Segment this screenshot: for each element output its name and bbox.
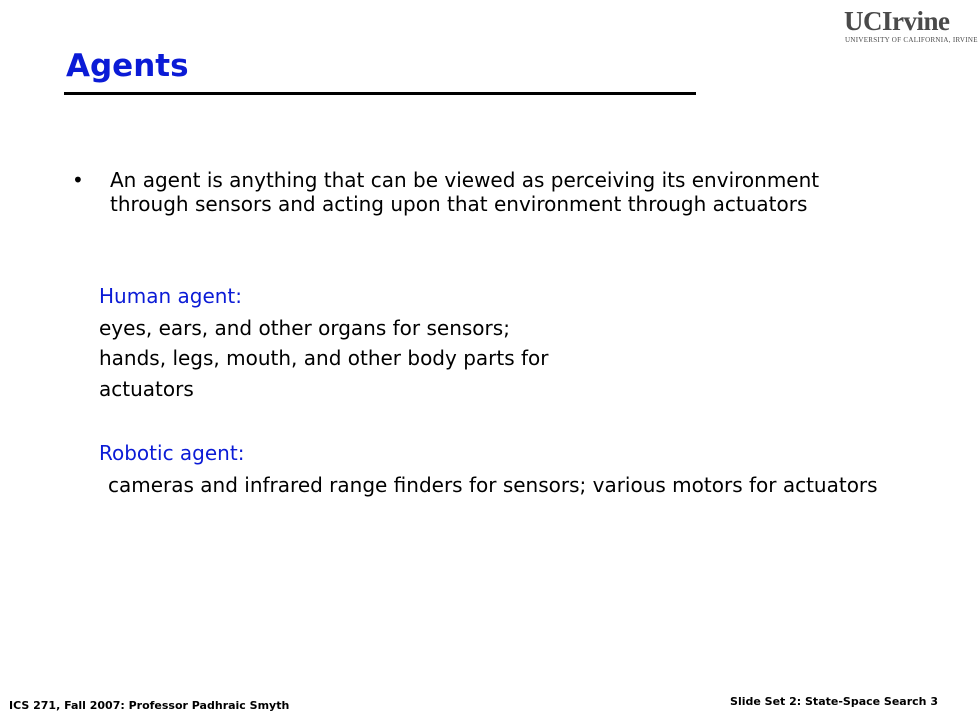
title-underline (64, 92, 696, 95)
robotic-agent-heading: Robotic agent: (99, 441, 245, 465)
uci-logo (842, 6, 978, 46)
footer-course: ICS 271, Fall 2007: Professor Padhraic Smyth (9, 699, 290, 712)
logo-subtitle: UNIVERSITY OF CALIFORNIA, IRVINE (845, 36, 978, 44)
logo-wordmark: UCIrvine (844, 6, 950, 36)
human-agent-line-3: actuators (99, 377, 194, 401)
bullet-text: An agent is anything that can be viewed as perceiving its environment through sensors and acting upon that environment through actuators (110, 168, 820, 216)
robotic-agent-description: cameras and infrared range finders for sensors; various motors for actuators (108, 473, 878, 497)
footer-slide-number: Slide Set 2: State-Space Search 3 (730, 695, 938, 708)
bullet-marker: • (72, 168, 84, 192)
human-agent-heading: Human agent: (99, 284, 242, 308)
slide-title: Agents (66, 48, 189, 84)
bullet-item (72, 168, 862, 216)
human-agent-line-1: eyes, ears, and other organs for sensors; (99, 316, 510, 340)
human-agent-line-2: hands, legs, mouth, and other body parts for (99, 346, 549, 370)
